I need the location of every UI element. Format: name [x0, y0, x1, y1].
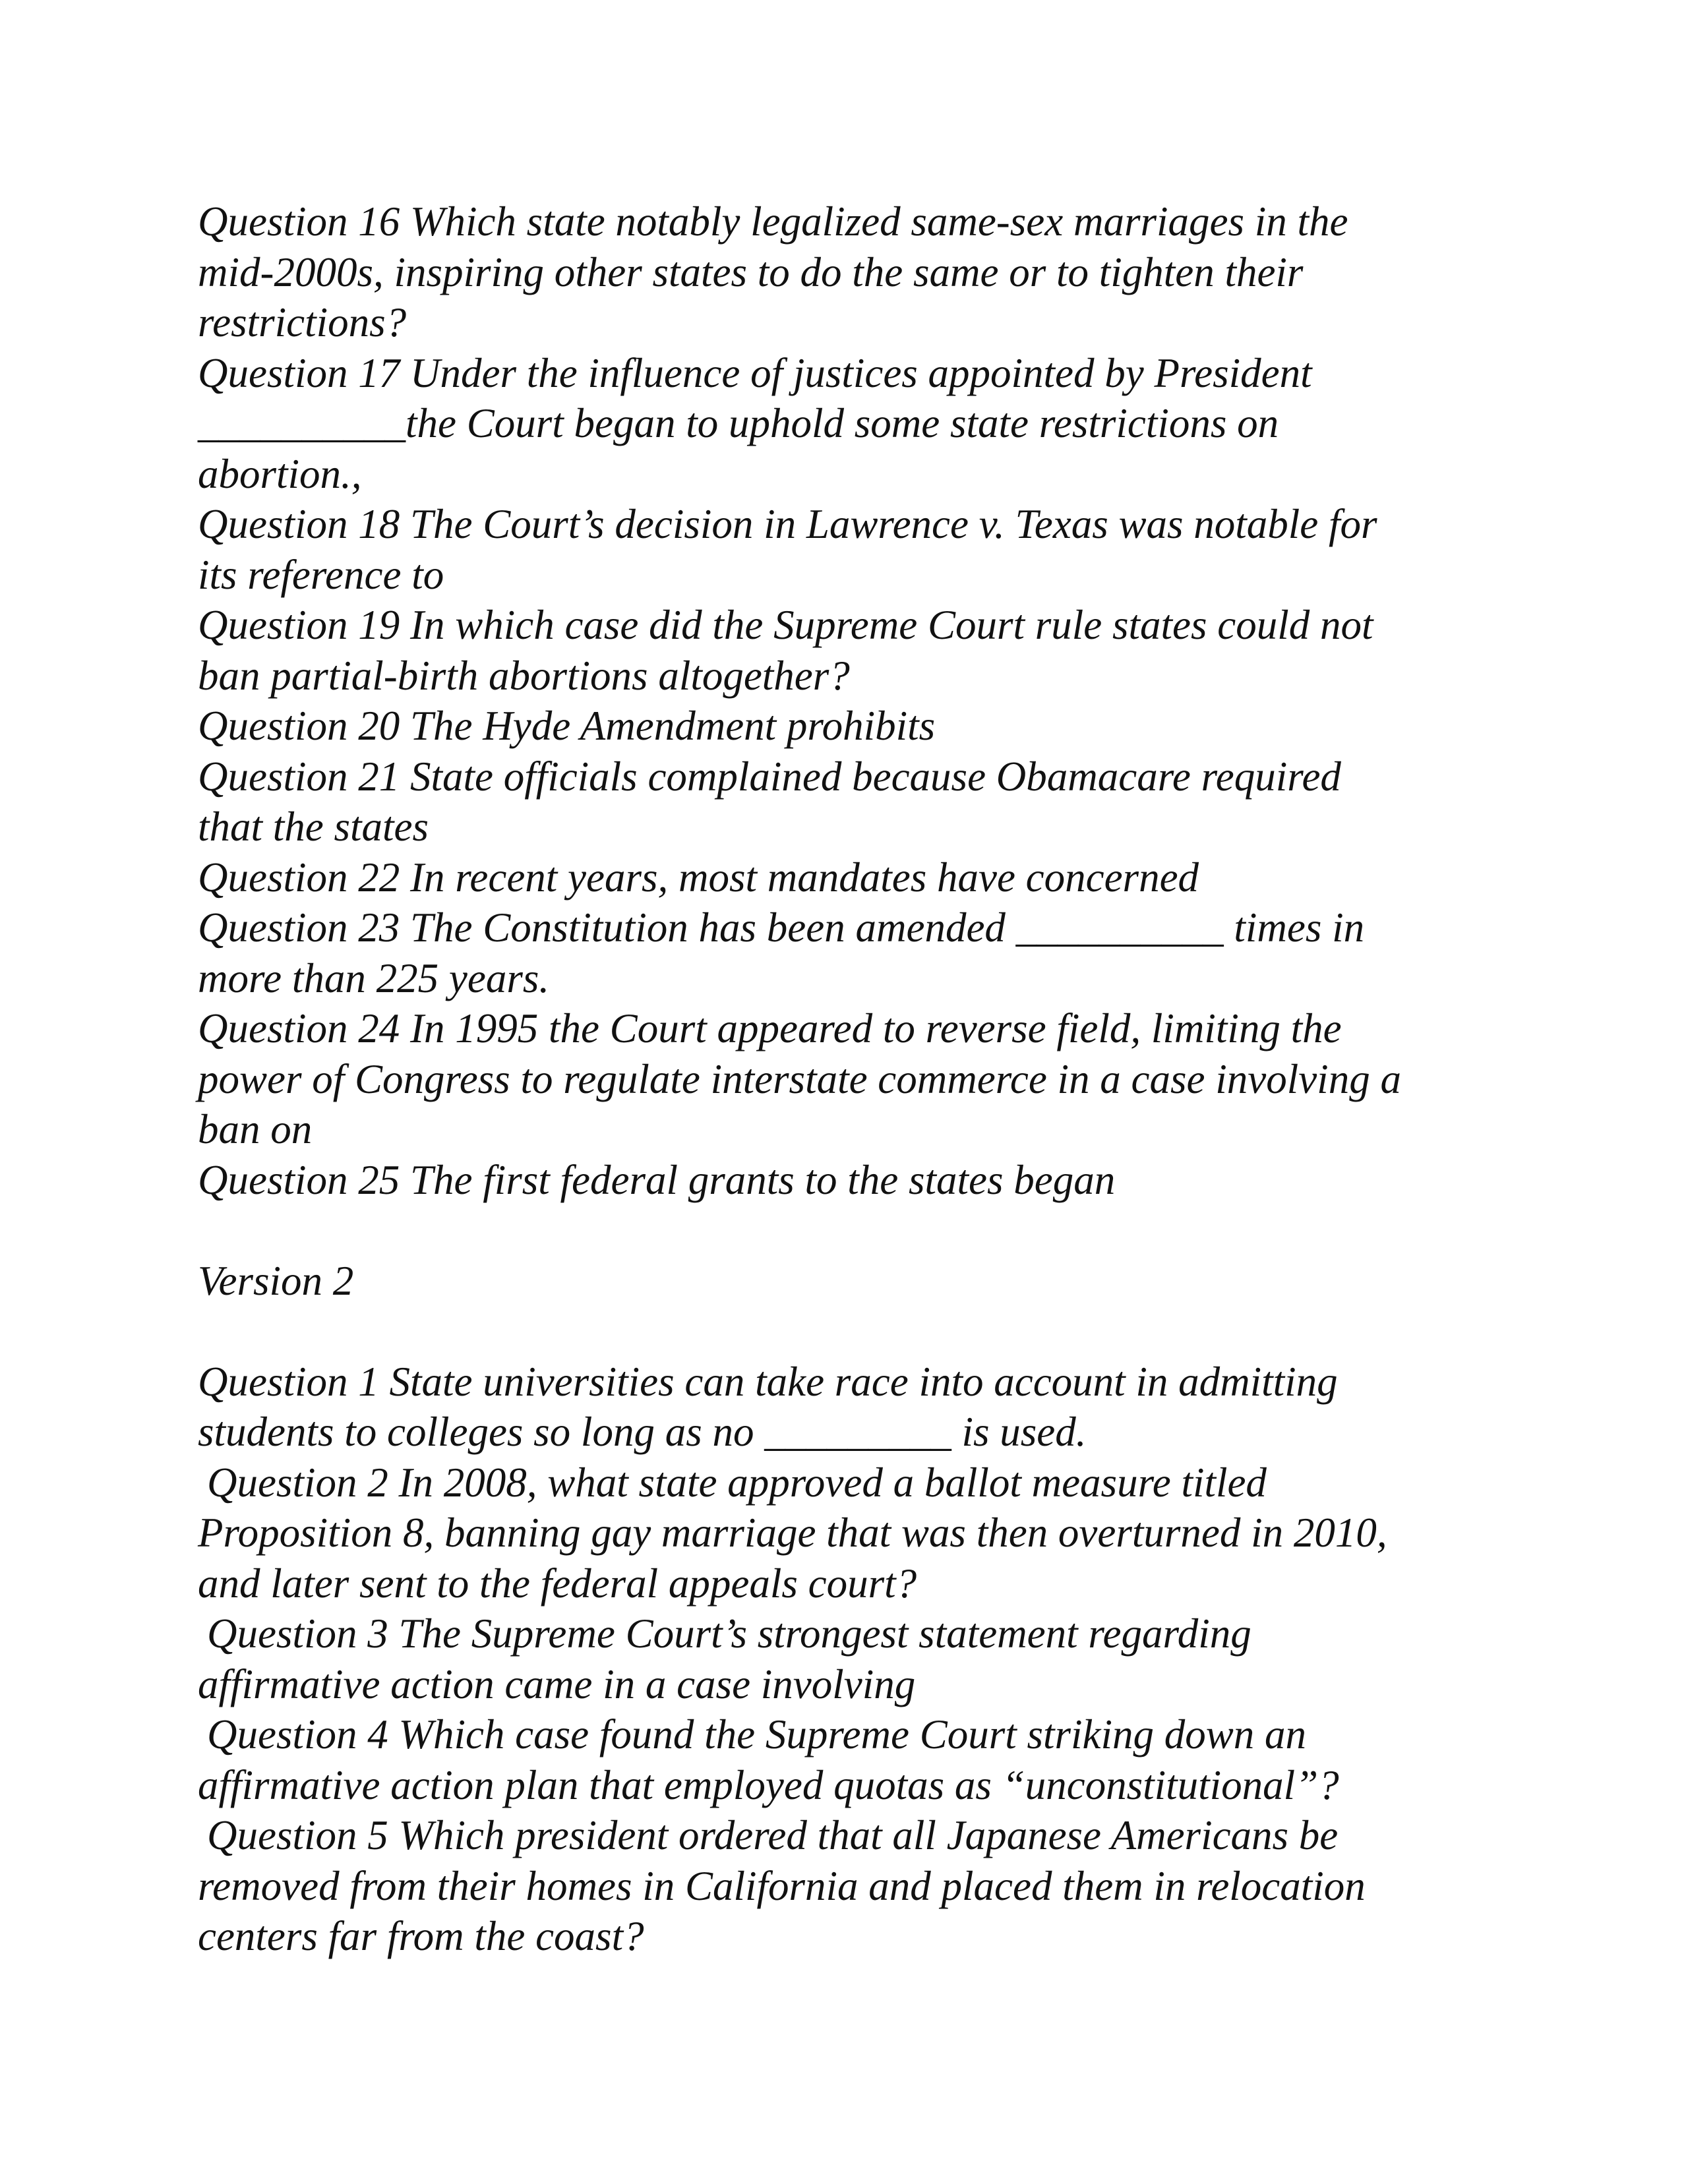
text-line: Question 23 The Constitution has been amended __________ times in: [198, 904, 1365, 951]
text-line: ban partial-birth abortions altogether?: [198, 652, 850, 699]
text-line: ban on: [198, 1106, 313, 1152]
blank-line: [198, 1205, 1523, 1256]
text-line: Question 4 Which case found the Supreme Court striking down an: [207, 1711, 1307, 1757]
text-line: restrictions?: [198, 299, 407, 345]
text-line: Question 20 The Hyde Amendment prohibits: [198, 703, 936, 749]
text-line: centers far from the coast?: [198, 1913, 644, 1959]
document-page: [198, 196, 1523, 1962]
text-line: that the states: [198, 804, 429, 850]
text-line: Question 2 In 2008, what state approved a ballot measure titled: [207, 1459, 1267, 1506]
text-line: Question 22 In recent years, most mandates have concerned: [198, 854, 1199, 900]
text-line: Question 5 Which president ordered that all Japanese Americans be: [207, 1812, 1339, 1858]
text-line: Question 21 State officials complained because Obamacare required: [198, 753, 1341, 800]
text-line: Question 16 Which state notably legalized same-sex marriages in the: [198, 198, 1348, 245]
text-line: affirmative action plan that employed quotas as “unconstitutional”?: [198, 1761, 1339, 1808]
text-line: Question 3 The Supreme Court’s strongest statement regarding: [207, 1610, 1251, 1657]
text-line: Question 19 In which case did the Supreme Court rule states could not: [198, 602, 1373, 648]
section-heading: Version 2: [198, 1257, 354, 1304]
text-line: Question 18 The Court’s decision in Lawrence v. Texas was notable for: [198, 501, 1377, 547]
text-line: power of Congress to regulate interstate commerce in a case involving a: [198, 1055, 1401, 1102]
text-line: Question 1 State universities can take race into account in admitting: [198, 1358, 1338, 1405]
text-line: removed from their homes in California and placed them in relocation: [198, 1862, 1366, 1909]
text-line: abortion.,: [198, 450, 362, 497]
blank-line: [198, 1306, 1523, 1357]
text-line: __________the Court began to uphold some state restrictions on: [198, 400, 1279, 446]
text-line: mid-2000s, inspiring other states to do the same or to tighten their: [198, 249, 1304, 295]
text-line: its reference to: [198, 551, 444, 598]
text-line: affirmative action came in a case involving: [198, 1661, 916, 1707]
text-line: Question 17 Under the influence of justices appointed by President: [198, 349, 1312, 396]
text-line: students to colleges so long as no _________ is used.: [198, 1409, 1087, 1455]
text-line: Question 25 The first federal grants to the states began: [198, 1156, 1116, 1203]
text-line: and later sent to the federal appeals court?: [198, 1560, 917, 1607]
text-line: more than 225 years.: [198, 955, 550, 1001]
text-line: Proposition 8, banning gay marriage that was then overturned in 2010,: [198, 1510, 1387, 1556]
text-line: Question 24 In 1995 the Court appeared to reverse field, limiting the: [198, 1005, 1342, 1051]
